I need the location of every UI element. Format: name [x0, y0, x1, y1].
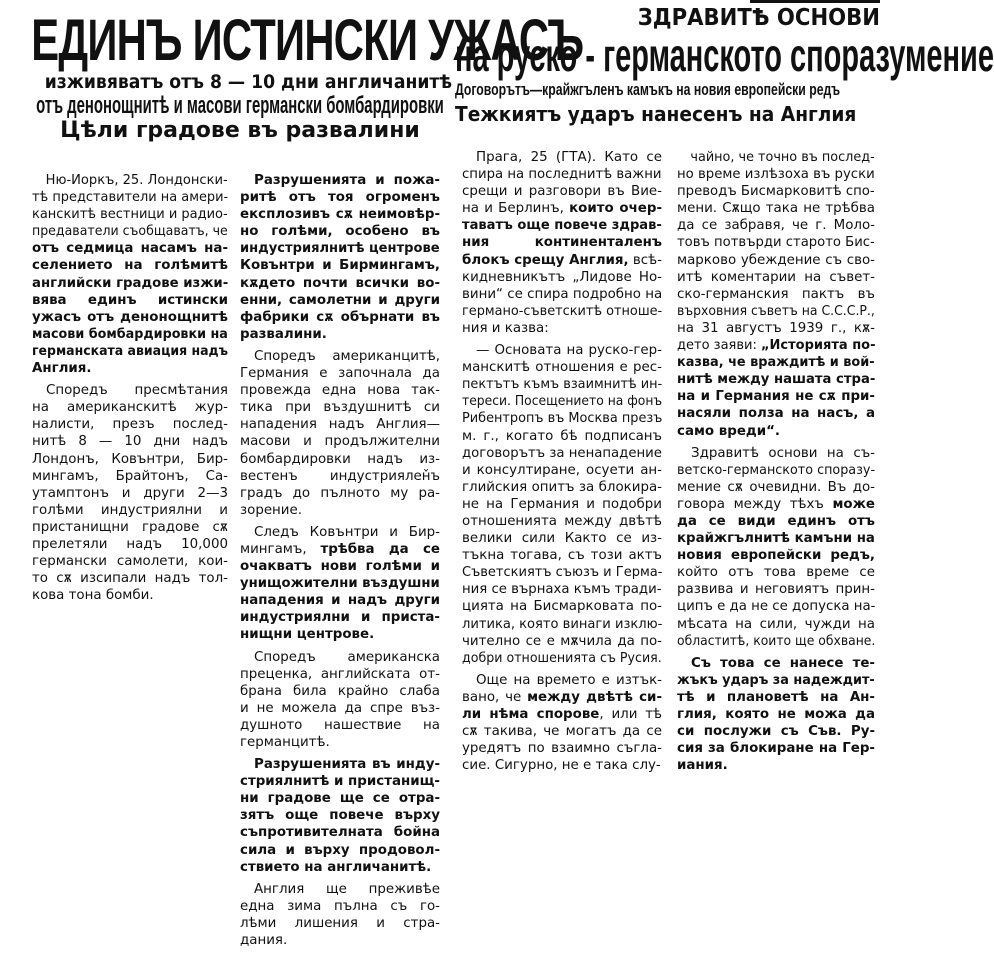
text-line: ни градове ще се отра-: [240, 791, 440, 807]
text-line: тереси. Посещението на фонъ: [462, 394, 663, 410]
text-line: пристанищни градове сѫ: [32, 519, 228, 535]
article-paragraph: [677, 149, 875, 440]
text-line: Съ това се нанесе те-: [691, 655, 875, 671]
bold-text-run: ли нѣма спорове: [462, 707, 600, 722]
article-paragraph: [677, 655, 875, 775]
article-paragraph: [240, 756, 440, 876]
text-line: жъкъ ударъ за надеждит-: [677, 672, 875, 688]
article-paragraph: [32, 172, 228, 377]
bold-text-run: може: [832, 496, 875, 512]
article-paragraph: [462, 342, 662, 667]
text-line: градъ до пълното му ра-: [240, 485, 440, 501]
text-line: масови и продължителни: [240, 434, 440, 450]
text-run: всѣ-: [628, 252, 662, 268]
text-line: иания.: [677, 758, 728, 774]
article-paragraph: [240, 524, 440, 644]
text-run: , или тѣ: [599, 707, 662, 722]
left-subheadline-3: Цѣли градове въ развалини: [60, 118, 420, 143]
text-line: брана била крайно слаба: [240, 683, 440, 699]
text-line: сия за блокиране на Гер-: [677, 741, 875, 757]
text-line: ствието на англичанитѣ.: [240, 859, 432, 875]
text-line: договорътъ за ненападение: [462, 445, 662, 461]
text-line: зятъ още повече върху: [240, 808, 440, 824]
text-line: ципъ е да не се допуска на-: [677, 599, 876, 615]
text-line: само вреди“.: [677, 423, 781, 439]
text-line: дания.: [240, 933, 288, 949]
left-article-column-1: [32, 172, 228, 609]
text-line: който отъ това време се: [677, 565, 875, 581]
bold-text-run: между двѣтѣ си-: [527, 689, 663, 705]
text-line: съпротивителната бойна: [240, 825, 440, 841]
text-line: вестенъ индустриялен̌ъ: [240, 468, 440, 484]
text-line: Прага, 25 (ГТА). Като се: [476, 150, 662, 165]
text-line: мение сѫ очевидни. Въ до-: [677, 479, 875, 495]
text-line: енни, самолетни и други: [240, 292, 440, 308]
text-line: добри отношенията съ Русия.: [462, 650, 662, 666]
text-line: марково убеждение съ сво-: [677, 252, 875, 268]
text-line: селението на голѣмитѣ: [32, 258, 228, 274]
article-paragraph: [240, 172, 440, 343]
text-run: мингамъ,: [240, 541, 321, 557]
text-line: да се види единъ отъ: [677, 513, 875, 529]
text-line: [462, 200, 662, 217]
text-line: тѣ представители на амери-: [32, 190, 229, 206]
text-line: областитѣ, които ще обхване.: [677, 633, 876, 649]
text-line: прелетяли надъ 10,000: [32, 536, 228, 552]
text-line: нищни центрове.: [240, 627, 375, 643]
text-line: уредятъ по взаимно съгла-: [462, 741, 662, 757]
right-article-header: [455, 5, 994, 127]
text-line: на американскитѣ жур-: [32, 400, 228, 416]
text-line: м. г., когато бѣ подписанъ: [462, 428, 662, 444]
text-line: ния се върнаха къмъ тради-: [462, 582, 662, 598]
text-line: експлозивъ сѫ неимовѣр-: [240, 207, 440, 223]
left-subheadline-1: изживяватъ отъ 8 — 10 дни англичанитѣ: [44, 72, 453, 93]
text-line: [462, 252, 662, 269]
text-line: тъкна тогава, съ този актъ: [462, 548, 662, 564]
text-line: провежда една нова так-: [240, 383, 440, 399]
text-line: германцитѣ.: [240, 735, 330, 750]
text-line: Разрушенията въ инду-: [254, 757, 440, 773]
text-line: зорение.: [240, 502, 303, 518]
text-line: кидневникътъ „Лидове Но-: [462, 269, 662, 285]
text-line: ско-германския пактъ въ: [677, 286, 875, 302]
text-line: върховния съветъ на С.С.С.Р.,: [677, 303, 875, 319]
article-paragraph: [462, 672, 662, 775]
text-line: то сѫ изсипали надъ тол-: [32, 571, 228, 587]
text-line: утамптонъ и други 2—3: [32, 485, 228, 501]
text-line: мингамъ, Брайтонъ, Са-: [32, 468, 228, 484]
right-headline: на руско - германското споразумение: [455, 29, 994, 81]
text-line: и консултиране, осуети ан-: [462, 462, 662, 478]
text-line: нападения и надъ други: [240, 593, 440, 609]
text-line: мѣсата на сили, чужди на: [677, 616, 875, 632]
text-line: ветско-германското споразу-: [677, 462, 876, 478]
left-article-header: [30, 8, 584, 144]
left-headline: ЕДИНЪ ИСТИНСКИ УЖАСЪ: [31, 8, 584, 73]
text-line: отношенията между двѣтѣ: [462, 513, 662, 529]
text-line: нитѣ 8 — 10 дни надъ: [32, 434, 228, 450]
text-line: Разрушенията и пожа-: [254, 173, 440, 188]
text-line: итѣ коментарии на съвет-: [677, 269, 875, 285]
right-subheadline-1: Договорътъ—крайжгъленъ камъкъ на новия европейски редъ: [455, 80, 841, 99]
text-run: дето заяви:: [677, 338, 761, 354]
text-line: Здравитѣ основи на съ-: [691, 445, 875, 461]
text-line: [462, 706, 662, 723]
text-line: Съветскиятъ съюзъ и Герма-: [462, 565, 663, 581]
text-run: на и Берлинъ,: [462, 201, 570, 217]
text-line: не на Германия и подобри: [462, 496, 662, 512]
text-line: таватъ още повече здрав-: [462, 218, 662, 234]
text-line: една зима пълна съ го-: [240, 898, 440, 914]
text-line: [677, 496, 875, 513]
text-line: унищожителни въздушни: [240, 576, 440, 592]
text-line: сила и върху продовол-: [240, 842, 440, 858]
text-line: Ню-Иоркъ, 25. Лондонски-: [45, 173, 228, 188]
text-line: крайжгълнитѣ камъни на: [677, 531, 875, 547]
text-line: — Основата на руско-гер-: [476, 343, 662, 359]
text-line: глийския опитъ за блокира-: [462, 479, 662, 495]
text-line: Ковънтри и Бирмингамъ,: [240, 258, 440, 274]
text-line: пектътъ къмъ взаимнитѣ ин-: [462, 377, 663, 393]
text-line: бомбардировки надъ из-: [240, 451, 440, 467]
text-line: на 31 августъ 1939 г., кѫ-: [677, 320, 875, 336]
text-line: масови бомбардировки на: [32, 326, 228, 342]
text-line: чайно, че точно въ послед-: [690, 150, 875, 165]
text-line: Следъ Ковънтри и Бир-: [254, 524, 440, 540]
text-line: [677, 337, 875, 354]
bold-text-run: „Историята по-: [760, 338, 876, 354]
text-run: говора между тѣхъ: [677, 496, 833, 512]
right-kicker: ЗДРАВИТѢ ОСНОВИ: [637, 5, 880, 31]
text-line: казва, че враждитѣ и вой-: [677, 355, 875, 371]
text-line: Германия е започнала да: [240, 366, 440, 382]
text-line: глия, която не можа да: [677, 707, 875, 722]
text-line: Лондонъ, Ковънтри, Бир-: [32, 451, 228, 467]
right-article-column-1: [462, 149, 662, 779]
text-line: вини“ се спира подробно на: [462, 286, 663, 302]
text-line: на и Германия не сѫ при-: [677, 389, 875, 405]
text-line: лѣми лишения и стра-: [240, 915, 440, 931]
text-line: ния континенталенъ: [462, 235, 662, 251]
text-line: да се забравя, че г. Моло-: [677, 218, 875, 234]
left-article-column-2: [240, 172, 440, 954]
text-line: очакватъ нови голѣми и: [240, 559, 440, 575]
text-line: манскитѣ отношения е рес-: [462, 360, 662, 376]
article-paragraph: [462, 149, 662, 337]
text-line: преводъ Бисмарковитѣ спо-: [677, 184, 875, 200]
text-line: германската авиация надъ: [32, 343, 229, 359]
text-line: развива и неговиятъ прин-: [677, 582, 875, 598]
text-line: ритѣ отъ тоя огроменъ: [240, 190, 440, 206]
article-paragraph: [240, 649, 440, 752]
text-line: сѫ такива, че могатъ да се: [462, 724, 662, 740]
text-line: тѣ и плановетѣ на Ан-: [677, 689, 875, 705]
text-line: ния и казва:: [462, 320, 549, 336]
text-line: стриялнитѣ и пристанищ-: [240, 774, 440, 790]
top-rule-divider: [750, 0, 880, 3]
text-line: голѣми индустриялни и: [32, 502, 228, 518]
text-line: [462, 689, 662, 706]
article-paragraph: [240, 348, 440, 519]
text-line: Споредъ американска: [254, 649, 440, 665]
text-line: си послужи съ Съв. Ру-: [677, 724, 875, 740]
text-line: развалини.: [240, 326, 327, 342]
bold-text-run: които очер-: [569, 201, 663, 217]
text-line: английски градове изжи-: [32, 275, 229, 291]
text-line: спира на последнитѣ важни: [462, 167, 662, 183]
text-line: германски самолети, кои-: [32, 554, 228, 570]
text-line: товъ потвърди старото Бис-: [677, 235, 875, 251]
text-line: Споредъ американцитѣ,: [254, 348, 440, 364]
text-line: и не можела да спре въз-: [240, 700, 440, 716]
right-article-column-2: [677, 149, 875, 779]
text-line: преценка, английската от-: [240, 666, 440, 682]
text-line: канскитѣ вестници и радио-: [32, 207, 228, 223]
article-paragraph: [240, 881, 440, 949]
text-line: цията на Бисмарковата по-: [462, 599, 662, 615]
article-paragraph: [677, 445, 875, 650]
text-line: индустриялни и приста-: [240, 610, 440, 626]
left-subheadline-2: отъ денонощнитѣ и масови германски бомбардировки: [36, 92, 444, 119]
text-line: новия европейски редъ,: [677, 548, 875, 564]
text-line: Споредъ пресмѣтания: [46, 383, 228, 399]
text-line: насяли полза на насъ, а: [677, 406, 875, 422]
text-line: налисти, презъ послед-: [32, 417, 228, 433]
bold-text-run: блокъ срещу Англия,: [462, 252, 629, 268]
bold-text-run: трѣбва да се: [320, 541, 440, 557]
text-line: чително се е мѫчила да по-: [462, 633, 662, 649]
text-line: Англия ще преживѣе: [254, 881, 440, 897]
text-line: Англия.: [32, 361, 92, 377]
text-line: Още на времето е изтък-: [476, 672, 662, 688]
right-subheadline-2: Тежкиятъ ударъ нанесенъ на Англия: [455, 102, 857, 126]
text-line: Рибентропъ въ Москва презъ: [462, 411, 663, 427]
text-line: литика, която винаги изклю-: [462, 616, 663, 632]
text-line: велики сили Както се из-: [462, 531, 662, 547]
article-paragraph: [32, 382, 228, 604]
text-line: срещи и разговори въ Вие-: [462, 184, 662, 200]
text-line: душното нашествие на: [240, 717, 440, 733]
text-line: вява единъ истински: [32, 292, 228, 308]
text-line: отъ седмица насамъ на-: [32, 241, 228, 257]
text-line: нитѣ между нашата стра-: [677, 372, 876, 388]
text-line: но време излѣзоха въ руски: [677, 167, 875, 183]
text-line: мени. Сѫщо така не трѣбва: [677, 201, 875, 217]
text-line: германо-съветскитѣ отноше-: [462, 303, 663, 319]
text-line: кѫдето почти всички во-: [240, 275, 440, 291]
text-line: но голѣми, особено въ: [240, 224, 440, 240]
text-line: [240, 541, 440, 558]
text-line: предаватели съобщаватъ, че: [32, 224, 228, 240]
text-line: фабрики сѫ обърнати въ: [240, 309, 440, 325]
text-line: ужасъ отъ денонощнитѣ: [32, 309, 228, 325]
text-line: нападения надъ Англия—: [240, 417, 440, 433]
text-run: вано, че: [462, 689, 528, 705]
text-line: кова тона бомби.: [32, 588, 154, 604]
text-line: индустриялнитѣ центрове: [240, 241, 440, 257]
text-line: сие. Сигурно, не е така слу-: [462, 758, 661, 774]
text-line: тика при въздушнитѣ си: [240, 400, 440, 416]
